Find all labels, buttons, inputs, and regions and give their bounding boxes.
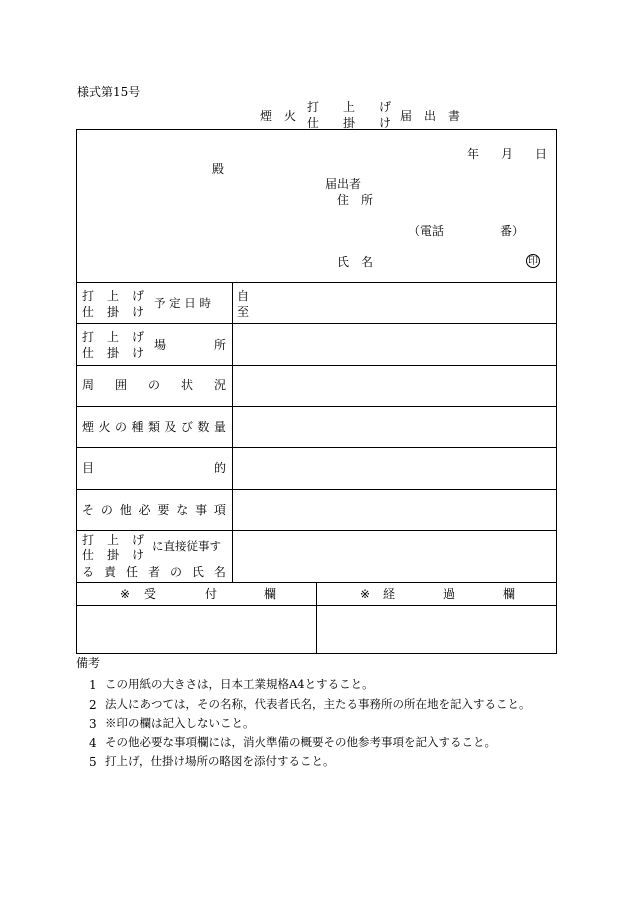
location-label-top: 打 上 げ (82, 330, 144, 344)
schedule-from: 自 (237, 289, 250, 303)
location-label-bottom: 仕 掛 け (82, 346, 144, 360)
column-divider (316, 582, 317, 654)
schedule-to: 至 (237, 305, 250, 319)
note-text: 打上げ，仕掛け場所の略図を添付すること。 (105, 754, 335, 768)
title-stack-bottom: 仕 掛 け (307, 116, 391, 130)
surroundings-label: 周 囲 の 状 況 (82, 378, 226, 392)
note-text: 法人にあつては，その名称，代表者氏名，主たる事務所の所在地を記入すること。 (105, 697, 531, 711)
title-notification: 届 出 書 (400, 109, 461, 123)
note-text: ※印の欄は記入しないこと。 (105, 716, 255, 730)
schedule-label-bottom: 仕 掛 け (82, 305, 144, 319)
note-number: 1 (89, 678, 97, 692)
schedule-label-suffix: 予 定 日 時 (154, 296, 211, 310)
other-items-label: そ の 他 必 要 な 事 項 (82, 503, 226, 517)
row-divider (76, 530, 557, 531)
addressee: 殿 (212, 162, 225, 176)
person-label-suffix: に直接従事す (152, 539, 221, 553)
note-text: その他必要な事項欄には，消火準備の概要その他参考事項を記入すること。 (105, 735, 496, 749)
note-number: 3 (89, 717, 97, 731)
note-text: この用紙の大きさは，日本工業規格A4とすること。 (105, 677, 374, 691)
row-divider (76, 489, 557, 490)
notes-heading: 備考 (76, 656, 101, 670)
person-label-line2: る 責 任 者 の 氏 名 (82, 565, 226, 579)
purpose-label: 目 的 (82, 461, 226, 475)
row-divider (76, 282, 557, 283)
address-label: 住 所 (337, 193, 374, 207)
column-divider (232, 282, 233, 582)
fireworks-type-label: 煙 火 の 種 類 及 び 数 量 (82, 420, 226, 434)
date-line: 年 月 日 (467, 147, 547, 161)
form-number: 様式第15号 (77, 85, 141, 99)
row-divider (76, 447, 557, 448)
seal-mark: 印 (528, 256, 538, 267)
title-fireworks: 煙 火 (260, 109, 297, 123)
location-label-suffix: 場 所 (154, 338, 226, 352)
row-divider (76, 323, 557, 324)
title-stack-top: 打 上 げ (307, 100, 391, 114)
phone-line: （電話 番） (408, 224, 524, 238)
row-divider (76, 406, 557, 407)
schedule-label-top: 打 上 げ (82, 289, 144, 303)
person-label-top: 打 上 げ (82, 533, 144, 547)
note-number: 4 (89, 736, 97, 750)
note-number: 2 (89, 698, 97, 712)
row-divider (76, 365, 557, 366)
person-label-bottom: 仕 掛 け (82, 548, 144, 562)
applicant-label: 届出者 (325, 177, 362, 191)
note-number: 5 (89, 755, 97, 769)
name-label: 氏 名 (337, 255, 374, 269)
